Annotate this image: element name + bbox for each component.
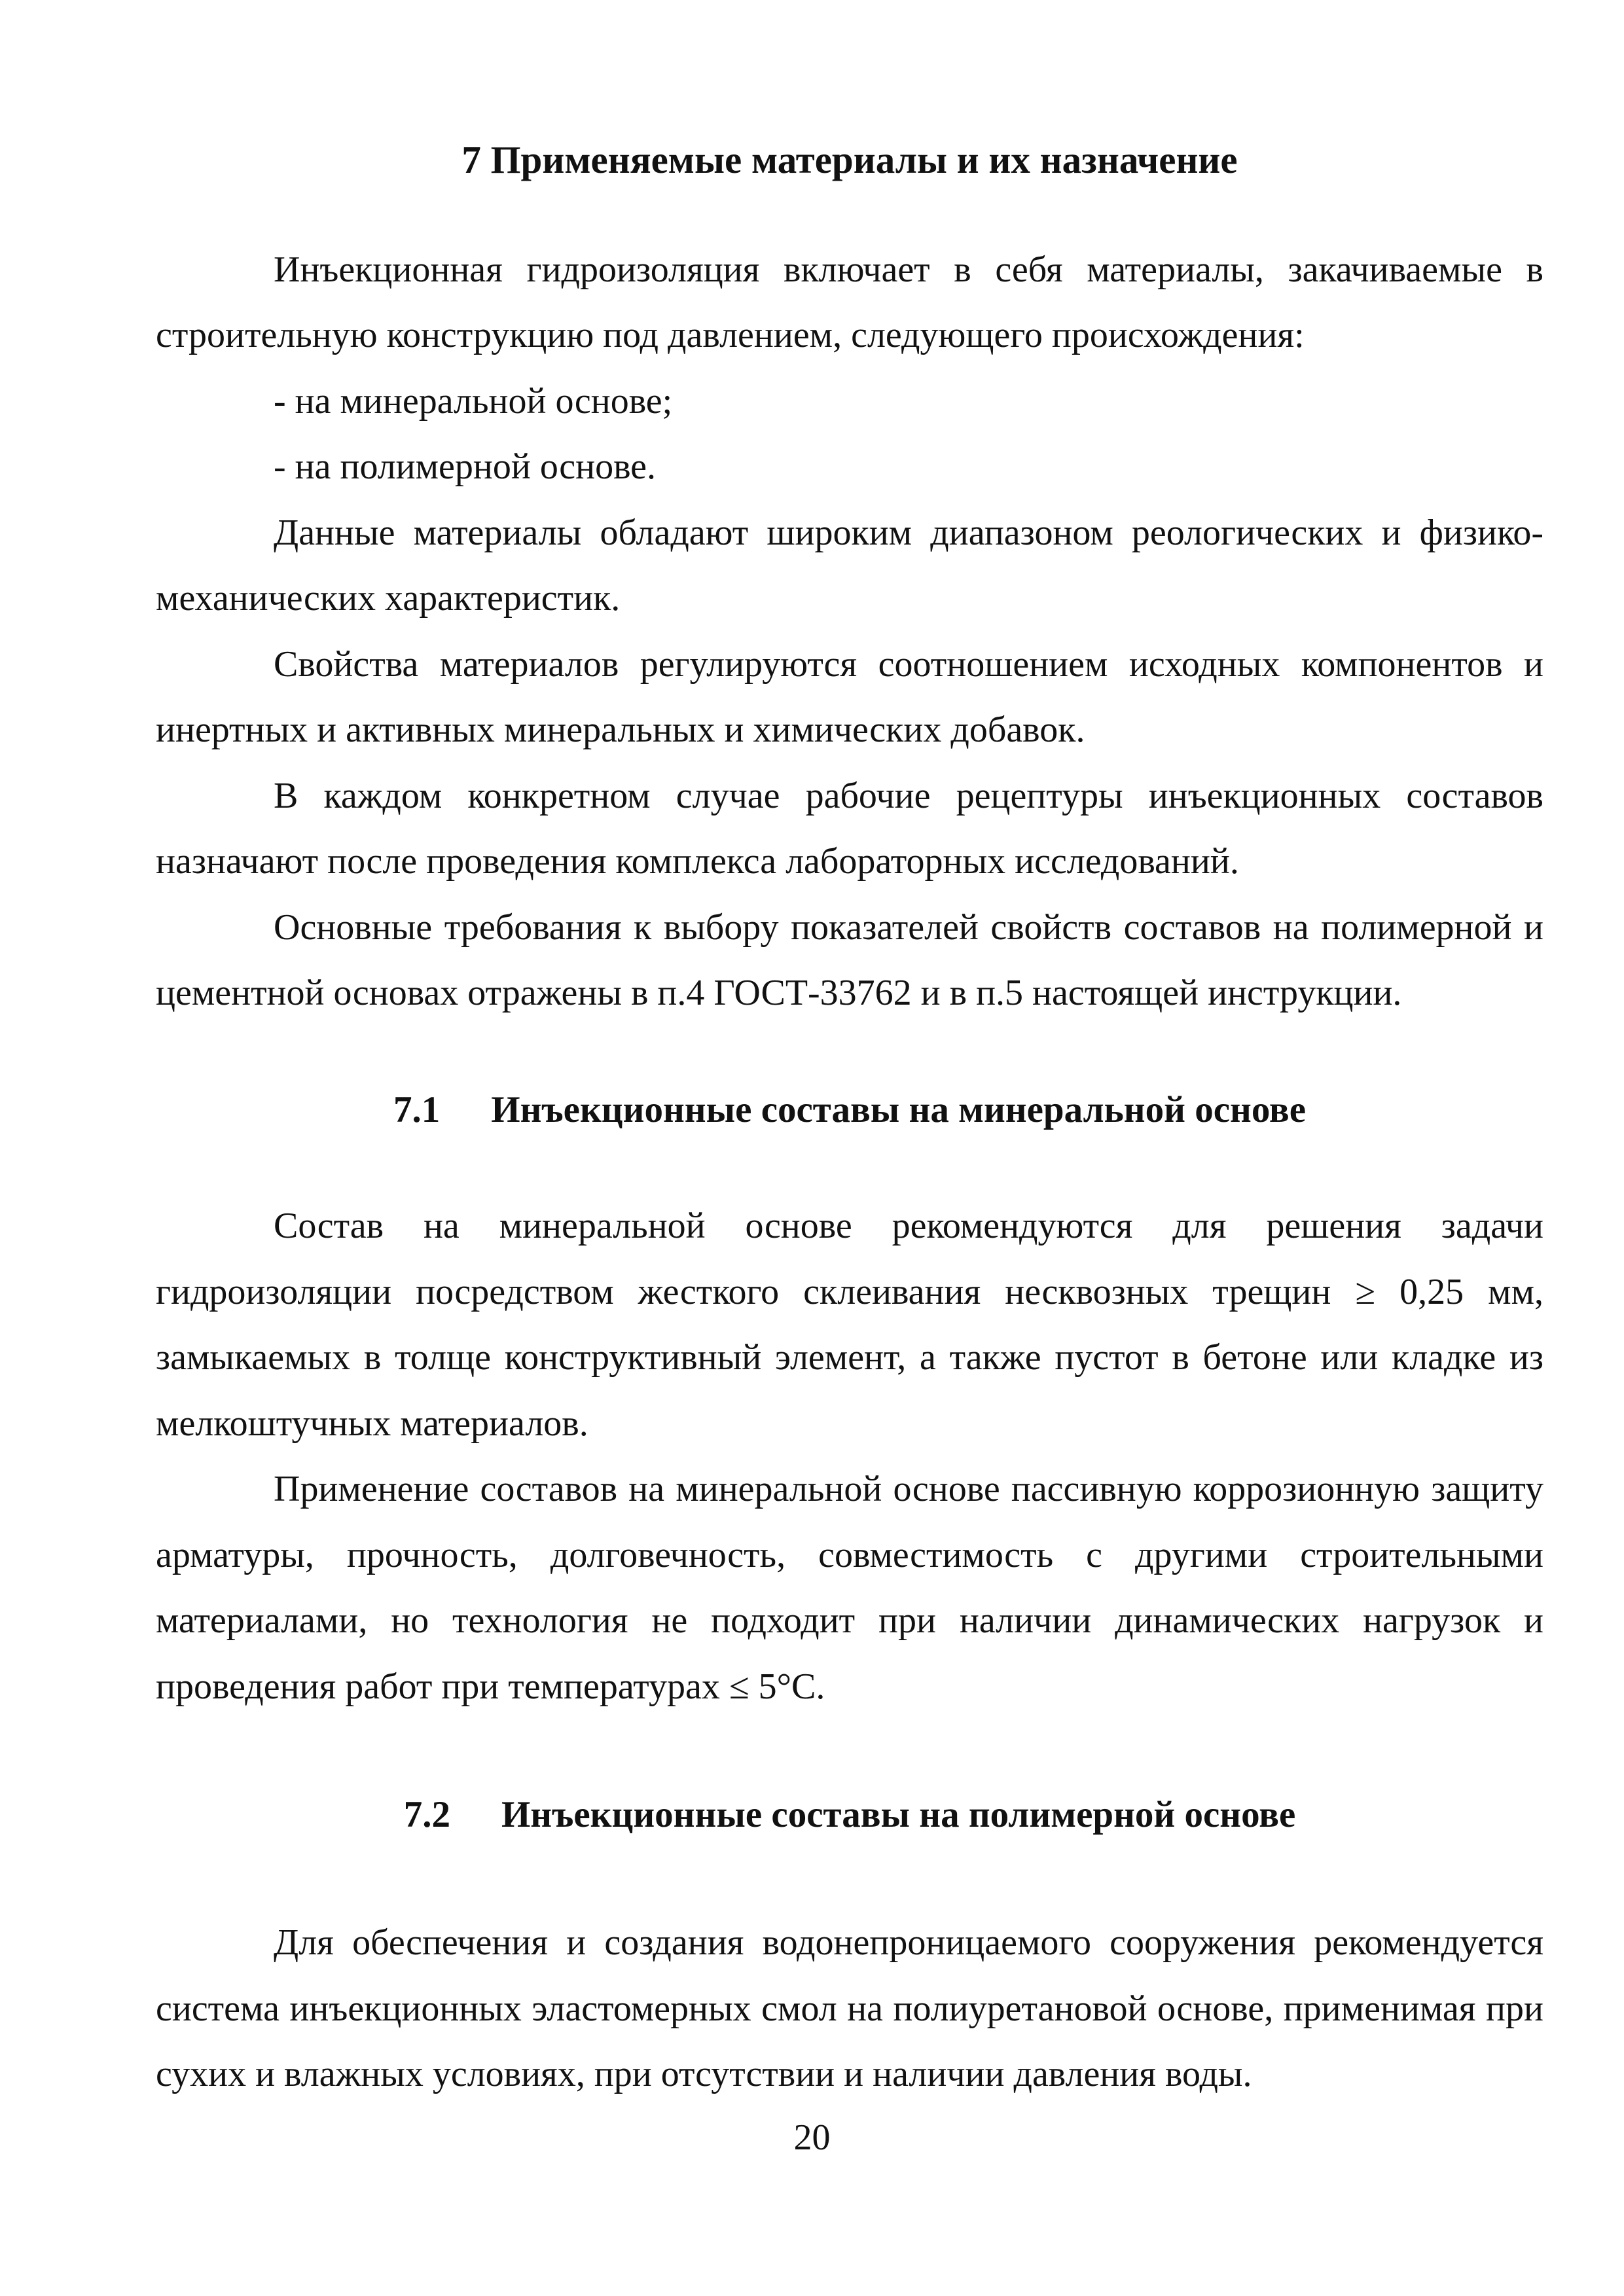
paragraph-characteristics: Данные материалы обладают широким диапазоном реологических и физико-механических характеристик. (156, 512, 1543, 619)
page-number: 20 (793, 2117, 831, 2158)
paragraph-polymer-system: Для обеспечения и создания водонепроницаемого сооружения рекомендуется система инъекционных эластомерных смол на полиуретановой основе, применимая при сухих и влажных условиях, при отсутствии и наличии давления воды. (156, 1922, 1543, 2095)
paragraph-mineral-application: Применение составов на минеральной основе пассивную коррозионную защиту арматуры, прочность, долговечность, совместимость с другими строительными материалами, но технология не подходит при наличии динамических нагрузок и проведения работ при температурах ≤ 5°С. (156, 1469, 1543, 1707)
paragraph-mineral-usage: Состав на минеральной основе рекомендуются для решения задачи гидроизоляции посредством жесткого склеивания несквозных трещин ≥ 0,25 мм, замыкаемых в толще конструктивный элемент, а также пустот в бетоне или кладке из мелкоштучных материалов. (156, 1206, 1543, 1444)
paragraph-intro: Инъекционная гидроизоляция включает в себя материалы, закачиваемые в строительную конструкцию под давлением, следующего происхождения: (156, 249, 1543, 356)
subsection-title-7-2 (156, 1791, 1543, 1838)
subsection-title-7-1 (156, 1086, 1543, 1133)
list-item-mineral: - на минеральной основе; (274, 380, 673, 422)
subsection-number: 7.1 (393, 1088, 441, 1130)
spacer (156, 1838, 1543, 1910)
subsection-heading-text: Инъекционные составы на полимерной основе (501, 1794, 1296, 1835)
section-title: 7 Применяемые материалы и их назначение (461, 138, 1238, 181)
subsection-number: 7.2 (403, 1794, 450, 1835)
spacer (156, 1133, 1543, 1193)
paragraph-recipes: В каждом конкретном случае рабочие рецептуры инъекционных составов назначают после проведения комплекса лабораторных исследований. (156, 775, 1543, 882)
page-content (156, 105, 1543, 2108)
subsection-heading-text: Инъекционные составы на минеральной основе (491, 1088, 1306, 1130)
list-item-polymer: - на полимерной основе. (274, 446, 657, 488)
spacer (156, 1719, 1543, 1791)
spacer (156, 1026, 1543, 1086)
paragraph-properties: Свойства материалов регулируются соотношением исходных компонентов и инертных и активных минеральных и химических добавок. (156, 643, 1543, 751)
paragraph-requirements: Основные требования к выбору показателей свойств составов на полимерной и цементной основах отражены в п.4 ГОСТ-33762 и в п.5 настоящей инструкции. (156, 906, 1543, 1014)
